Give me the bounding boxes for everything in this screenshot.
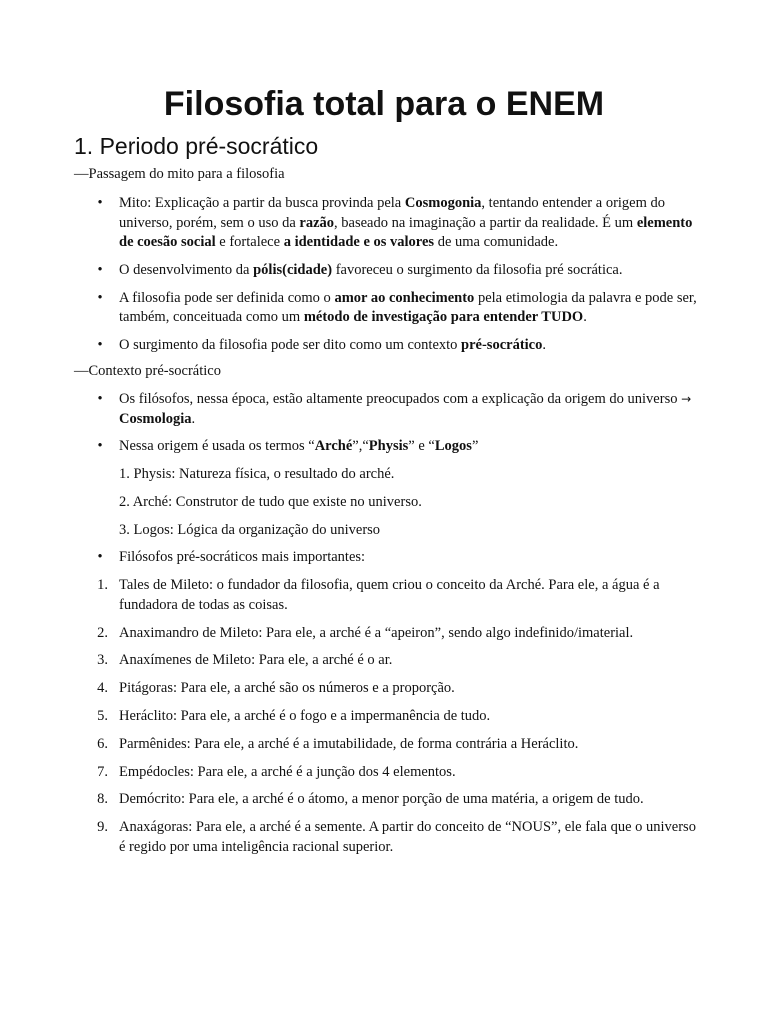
bullet-icon: •	[97, 195, 103, 211]
document-title: Filosofia total para o ENEM	[163, 85, 605, 123]
philosopher-item: 1. Tales de Mileto: o fundador da filosofia, quem criou o conceito da Arché. Para ele, a água é a fundadora de todas as coisas.	[97, 577, 660, 613]
philosopher-item: 2. Anaximandro de Mileto: Para ele, a arché é a “apeiron”, sendo algo indefinido/imaterial.	[97, 624, 634, 641]
list-item: • Filósofos pré-socráticos mais importantes:	[74, 548, 704, 568]
bullet-icon: •	[97, 261, 103, 278]
philosopher-item: 9. Anaxágoras: Para ele, a arché é a semente. A partir do conceito de “NOUS”, ele fala que o universo é regido por uma inteligência racional superior.	[97, 819, 696, 855]
section-heading: 1. Periodo pré-socrático	[74, 133, 319, 159]
list-item: • O desenvolvimento da pólis(cidade) favoreceu o surgimento da filosofia pré socrática.	[74, 261, 704, 281]
bullet-icon: •	[97, 336, 103, 353]
list-item: • O surgimento da filosofia pode ser dito como um contexto pré-socrático.	[74, 336, 704, 356]
philosopher-item: 8. Demócrito: Para ele, a arché é o átomo, a menor porção de uma matéria, a origem de tudo.	[97, 791, 644, 808]
philosopher-item: 5. Heráclito: Para ele, a arché é o fogo e a impermanência de tudo.	[97, 707, 491, 724]
list-item: • A filosofia pode ser definida como o amor ao conhecimento pela etimologia da palavra e pode ser, também, conceituada como um método de investigação para entender TUDO.	[74, 289, 704, 328]
term-item: 1. Physis: Natureza física, o resultado do arché.	[119, 466, 395, 483]
bullet-icon: •	[97, 438, 103, 455]
term-item: 2. Arché: Construtor de tudo que existe no universo.	[119, 493, 422, 510]
arrow-right-icon: →	[681, 392, 692, 406]
list-item: • Os filósofos, nessa época, estão altamente preocupados com a explicação da origem do universo → Cosmologia.	[74, 390, 704, 429]
subsection-label-mito: —Passagem do mito para a filosofia	[74, 166, 285, 182]
philosopher-item: 3. Anaxímenes de Mileto: Para ele, a arché é o ar.	[97, 652, 393, 669]
bullet-icon: •	[97, 549, 103, 566]
philosopher-item: 6. Parmênides: Para ele, a arché é a imutabilidade, de forma contrária a Heráclito.	[97, 735, 579, 752]
term-item: 3. Logos: Lógica da organização do universo	[119, 521, 381, 538]
subsection-label-contexto: —Contexto pré-socrático	[74, 363, 221, 379]
bullet-icon: •	[97, 289, 103, 306]
list-item: • Nessa origem é usada os termos “Arché”,“Physis” e “Logos”	[74, 437, 704, 457]
bullet-icon: •	[97, 391, 103, 407]
list-item: • Mito: Explicação a partir da busca provinda pela Cosmogonia, tentando entender a origem do universo, porém, sem o uso da razão, baseado na imaginação a partir da realidade. É um elemento de coesão social e fortalece a identidade e os valores de uma comunidade.	[74, 194, 704, 253]
contexto-list	[74, 390, 704, 865]
bullet-list-mito	[74, 194, 704, 364]
philosopher-item: 4. Pitágoras: Para ele, a arché são os números e a proporção.	[97, 680, 455, 697]
philosopher-item: 7. Empédocles: Para ele, a arché é a junção dos 4 elementos.	[97, 763, 456, 780]
